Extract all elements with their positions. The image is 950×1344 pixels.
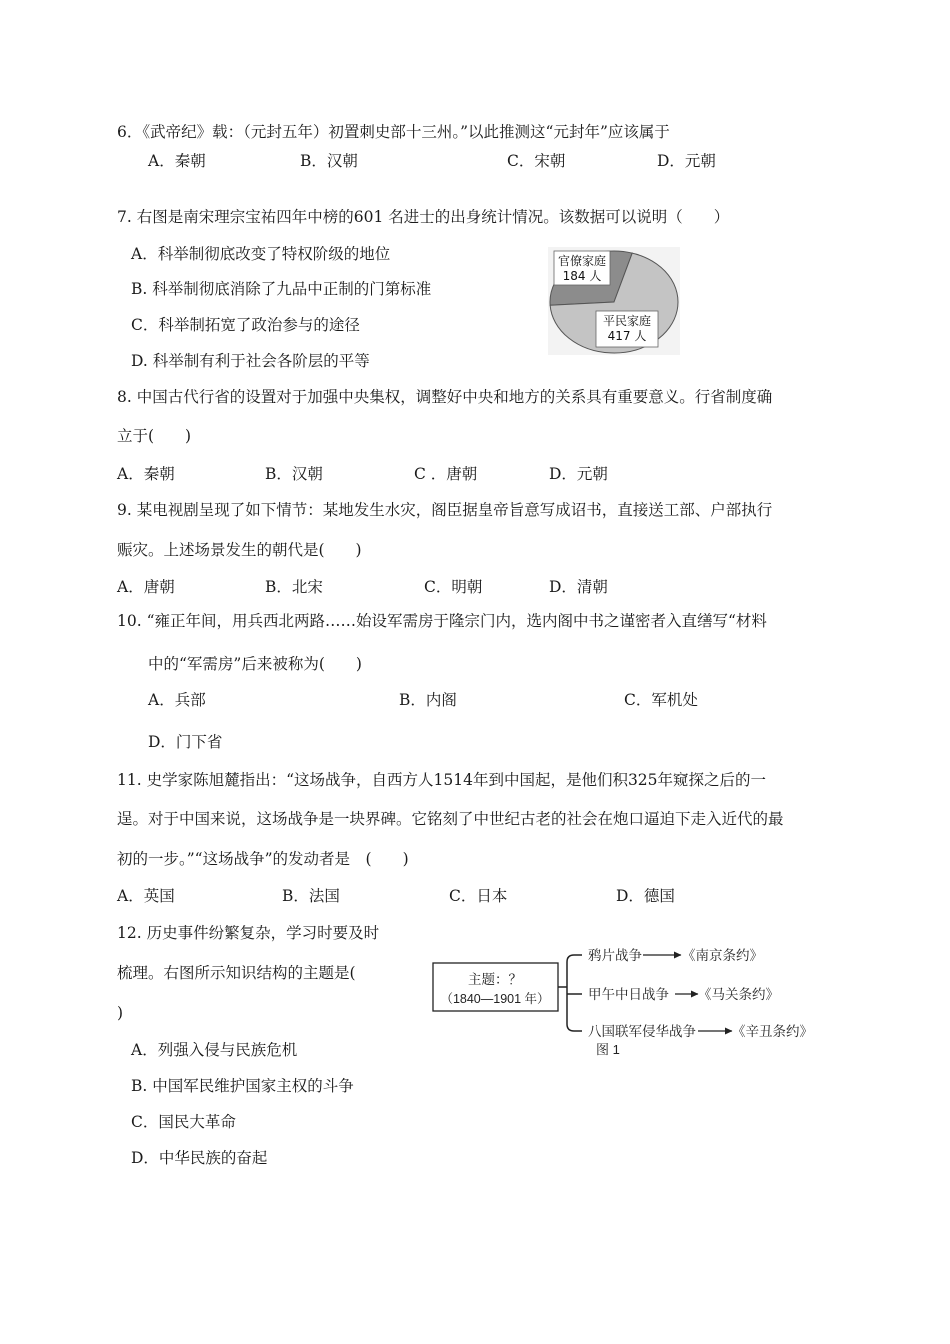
q11-stem-line3: 初的一步。”“这场战争”的发动者是 ( ) <box>117 850 409 868</box>
q12-stem-line2: 梳理。右图所示知识结构的主题是( <box>117 964 356 982</box>
q9-stem-line1: 9. 某电视剧呈现了如下情节：某地发生水灾，阁臣据皇帝旨意写成诏书，直接送工部、户部执行 <box>117 501 773 519</box>
q6-option-a: A．秦朝 <box>148 152 206 170</box>
q7-option-b: B. 科举制彻底消除了九品中正制的门第标准 <box>131 280 432 298</box>
q11-stem-line1: 11. 史学家陈旭麓指出：“这场战争，自西方人1514年到中国起，是他们积325年窥探之后的一 <box>117 771 767 789</box>
q8-option-c: C ．唐朝 <box>414 465 478 483</box>
q7-pie-chart <box>548 247 680 355</box>
q8-stem-line1: 8. 中国古代行省的设置对于加强中央集权，调整好中央和地方的关系具有重要意义。行省制度确 <box>117 388 773 406</box>
q11-option-b: B．法国 <box>282 887 340 905</box>
q10-stem-line1: 10. “雍正年间，用兵西北两路……始设军需房于隆宗门内，选内阁中书之谨密者入直缮写“材料 <box>117 612 767 630</box>
treaty-shimonoseki: 《马关条约》 <box>698 987 779 1002</box>
pie-label-official-value: 184 人 <box>562 269 602 283</box>
q9-option-a: A．唐朝 <box>117 578 175 596</box>
q10-option-a: A．兵部 <box>148 691 206 709</box>
structure-diagram-svg <box>430 938 830 1068</box>
q6-option-d: D．元朝 <box>657 152 716 170</box>
treaty-boxer: 《辛丑条约》 <box>732 1024 813 1039</box>
q12-option-c: C．国民大革命 <box>131 1113 236 1131</box>
q11-stem-line2: 逞。对于中国来说，这场战争是一块界碑。它铭刻了中世纪古老的社会在炮口逼迫下走入近代的最 <box>117 810 784 828</box>
pie-label-commoner-value: 417 人 <box>607 329 647 343</box>
q8-option-a: A．秦朝 <box>117 465 175 483</box>
q11-option-a: A．英国 <box>117 887 175 905</box>
q9-option-b: B．北宋 <box>265 578 323 596</box>
q7-option-a: A．科举制彻底改变了特权阶级的地位 <box>131 245 391 263</box>
q8-option-d: D．元朝 <box>549 465 608 483</box>
q8-option-b: B．汉朝 <box>265 465 323 483</box>
theme-box-years: （1840—1901 年） <box>440 992 550 1006</box>
figure-caption: 图 1 <box>596 1042 620 1057</box>
war-eight-nation: 八国联军侵华战争 <box>588 1024 696 1039</box>
pie-chart-svg <box>548 247 680 355</box>
q9-option-d: D．清朝 <box>549 578 608 596</box>
pie-label-commoner-name: 平民家庭 <box>602 314 652 328</box>
war-sino-japanese: 甲午中日战争 <box>588 987 669 1002</box>
q11-option-c: C．日本 <box>449 887 508 905</box>
q7-option-d: D. 科举制有利于社会各阶层的平等 <box>131 352 370 370</box>
treaty-nanjing: 《南京条约》 <box>682 948 763 963</box>
q12-option-d: D．中华民族的奋起 <box>131 1149 268 1167</box>
q8-stem-line2: 立于( ) <box>117 427 192 445</box>
q6-option-c: C．宋朝 <box>507 152 566 170</box>
q11-option-d: D．德国 <box>616 887 675 905</box>
q6-option-b: B．汉朝 <box>300 152 358 170</box>
q10-option-b: B．内阁 <box>399 691 457 709</box>
q9-stem-line2: 赈灾。上述场景发生的朝代是( ) <box>117 541 362 559</box>
q10-option-c: C．军机处 <box>624 691 698 709</box>
q12-stem-line1: 12. 历史事件纷繁复杂，学习时要及时 <box>117 924 380 942</box>
q7-stem: 7. 右图是南宋理宗宝祐四年中榜的601 名进士的出身统计情况。该数据可以说明（ ） <box>117 208 730 226</box>
q6-stem: 6．《武帝纪》载：（元封五年）初置刺史部十三州。”以此推测这“元封年”应该属于 <box>117 123 670 141</box>
q10-stem-line2: 中的“军需房”后来被称为( ) <box>148 655 362 673</box>
q7-option-c: C．科举制拓宽了政治参与的途径 <box>131 316 360 334</box>
q12-option-b: B. 中国军民维护国家主权的斗争 <box>131 1077 354 1095</box>
theme-box-title: 主题：？ <box>468 972 522 987</box>
q12-stem-line3: ) <box>117 1004 124 1022</box>
q9-option-c: C．明朝 <box>424 578 483 596</box>
q12-structure-diagram <box>430 938 830 1068</box>
q12-option-a: A．列强入侵与民族危机 <box>131 1041 298 1059</box>
brace-connector <box>558 955 582 1031</box>
q10-option-d: D．门下省 <box>148 733 223 751</box>
war-opium: 鸦片战争 <box>588 948 642 963</box>
pie-label-official-name: 官僚家庭 <box>557 254 607 268</box>
